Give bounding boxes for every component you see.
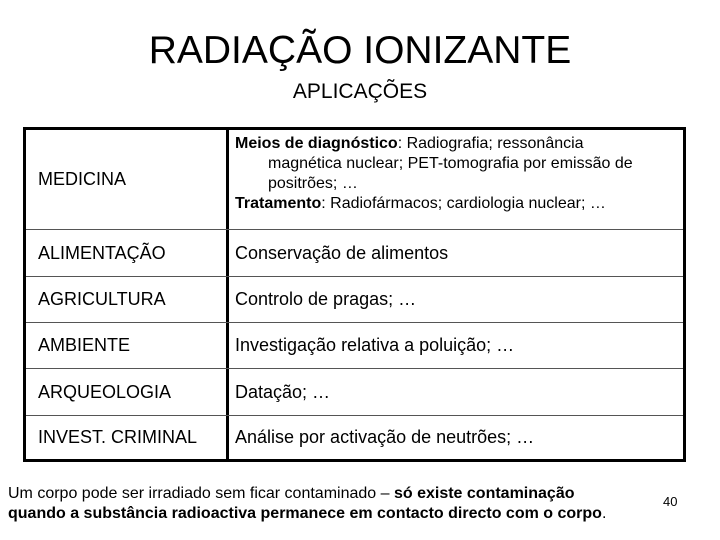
treatment-heading: Tratamento — [235, 195, 322, 212]
row-value: Análise por activação de neutrões; … — [235, 427, 535, 447]
row-label-medicina: MEDICINA — [38, 169, 127, 189]
row-value: Controlo de pragas; … — [235, 289, 417, 309]
treatment-text: : Radiofármacos; cardiologia nuclear; … — [321, 195, 606, 212]
footnote-period: . — [601, 505, 607, 522]
table-row-medicina — [26, 130, 683, 229]
diagnosis-text-3: positrões; … — [268, 175, 358, 192]
diagnosis-text-2: magnética nuclear; PET-tomografia por emissão de — [268, 155, 633, 172]
row-label: AGRICULTURA — [38, 289, 166, 309]
diagnosis-text-1: : Radiografia; ressonância — [397, 135, 584, 152]
page-number: 40 — [663, 494, 678, 509]
table-row — [26, 230, 683, 276]
row-value-medicina — [235, 134, 680, 214]
footnote-emphasis: só existe contaminação — [393, 485, 575, 502]
row-label: ALIMENTAÇÃO — [38, 242, 166, 263]
applications-table — [23, 127, 686, 462]
footnote — [8, 484, 714, 524]
slide-title: RADIAÇÃO IONIZANTE — [148, 29, 572, 72]
slide-subtitle: APLICAÇÕES — [292, 80, 428, 103]
footnote-emphasis-line2: quando a substância radioactiva permanece em contacto directo com o corpo — [8, 505, 602, 522]
row-value: Datação; … — [235, 381, 331, 402]
diagnosis-heading: Meios de diagnóstico — [235, 135, 398, 152]
row-label: INVEST. CRIMINAL — [38, 427, 198, 447]
row-value: Investigação relativa a poluição; … — [235, 335, 515, 355]
row-label: AMBIENTE — [38, 335, 131, 355]
footnote-text: Um corpo pode ser irradiado sem ficar contaminado – — [8, 485, 394, 502]
row-label: ARQUEOLOGIA — [38, 381, 172, 402]
table-row — [26, 416, 683, 459]
table-row — [26, 277, 683, 322]
row-value: Conservação de alimentos — [235, 242, 449, 263]
table-row — [26, 369, 683, 415]
table-row — [26, 323, 683, 368]
